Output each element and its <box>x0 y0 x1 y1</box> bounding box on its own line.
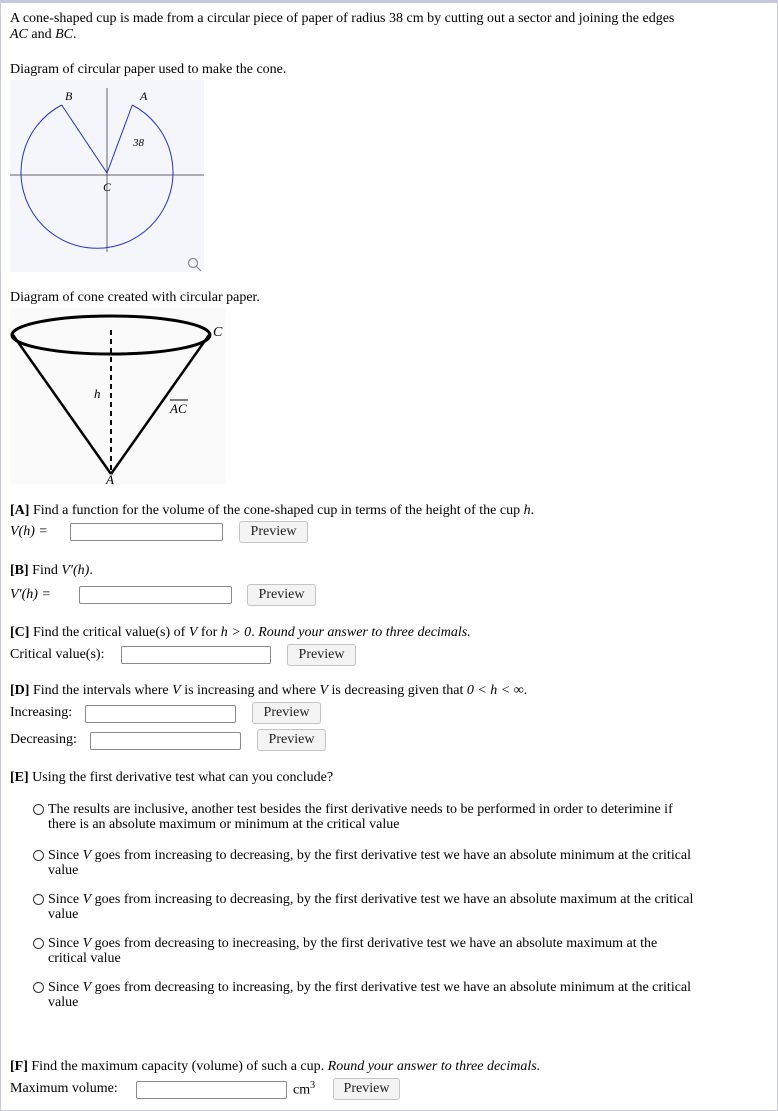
part-f-tag: [F] <box>10 1059 28 1074</box>
part-d-var2: V <box>319 683 329 698</box>
part-d-end: . <box>523 683 528 698</box>
unit-text: cm <box>293 1082 311 1098</box>
part-d-decreasing-label: Decreasing: <box>10 732 77 747</box>
radius-cb <box>62 105 107 173</box>
cone-label-ac: AC <box>170 401 187 416</box>
part-a-question <box>10 503 534 519</box>
part-c-label: Critical value(s): <box>10 647 105 662</box>
part-d-var1: V <box>172 683 181 698</box>
part-f-input[interactable] <box>136 1081 287 1099</box>
part-c-tag: [C] <box>10 625 30 640</box>
part-f-preview-button[interactable]: Preview <box>333 1078 400 1100</box>
part-f-text: Find the maximum capacity (volume) of such a cup. <box>27 1059 328 1074</box>
cone-label-h: h <box>94 386 101 401</box>
cone-right-edge <box>111 335 209 474</box>
part-b-end: . <box>89 563 93 578</box>
label-c: C <box>103 180 112 194</box>
part-e-option-5[interactable] <box>33 980 768 1010</box>
part-d-increasing-label: Increasing: <box>10 705 73 720</box>
intro-end: . <box>73 27 77 42</box>
part-d-increasing-preview-button[interactable]: Preview <box>252 702 321 724</box>
part-c-text2: for <box>197 625 221 640</box>
part-c-var: V <box>188 625 198 640</box>
circle-arc <box>21 105 173 248</box>
part-b-question <box>10 563 93 579</box>
option-2-line1: goes from increasing to decreasing, by the first derivative test we have an absolute minimum at the critical <box>91 848 692 863</box>
part-d-decreasing-input[interactable] <box>90 732 241 750</box>
option-4-var: V <box>82 936 92 951</box>
part-c-text1: Find the critical value(s) of <box>29 625 189 640</box>
option-5-line1: goes from decreasing to increasing, by the first derivative test we have an absolute minimum at the critical <box>91 980 692 995</box>
part-c-input[interactable] <box>121 646 271 664</box>
radio-option-2[interactable] <box>33 850 44 861</box>
part-e-option-1[interactable] <box>33 802 768 832</box>
figure2-caption: Diagram of cone created with circular paper. <box>10 290 260 305</box>
label-a: A <box>140 89 148 103</box>
circle-diagram <box>10 80 204 272</box>
option-2-line2: value <box>48 863 79 878</box>
option-4-line1: goes from decreasing to inecreasing, by the first derivative test we have an absolute maximum at the <box>91 936 658 951</box>
cone-label-a: A <box>106 472 114 484</box>
option-5-var: V <box>82 980 92 995</box>
intro-var-ac: AC <box>10 27 28 42</box>
radius-ca <box>107 105 132 173</box>
part-d-cond: 0 < h < ∞ <box>466 683 524 698</box>
part-d-decreasing-preview-button[interactable]: Preview <box>257 729 326 751</box>
radio-option-3[interactable] <box>33 894 44 905</box>
part-c-text3: . <box>251 625 259 640</box>
part-e-option-2[interactable] <box>33 848 768 878</box>
option-3-var: V <box>82 892 92 907</box>
part-a-preview-button[interactable]: Preview <box>239 521 308 543</box>
top-border <box>0 0 778 3</box>
part-a-tag: [A] <box>10 503 30 518</box>
part-a-var: h <box>523 503 531 518</box>
label-b: B <box>65 89 73 103</box>
part-f-unit <box>293 1080 315 1099</box>
part-a-text: Find a function for the volume of the cone-shaped cup in terms of the height of the cup <box>29 503 524 518</box>
part-f-note: Round your answer to three decimals. <box>327 1059 541 1074</box>
part-a-input[interactable] <box>70 523 223 541</box>
cone-label-c: C <box>213 325 223 340</box>
option-5-line2: value <box>48 995 79 1010</box>
part-e-option-4[interactable] <box>33 936 768 966</box>
part-a-label: V(h) = <box>10 524 48 539</box>
part-e-tag: [E] <box>10 770 29 785</box>
part-d-text3: is decreasing given that <box>328 683 467 698</box>
part-d-text2: is increasing and where <box>180 683 320 698</box>
option-2-var: V <box>82 848 92 863</box>
part-d-question <box>10 683 527 699</box>
part-b-tag: [B] <box>10 563 29 578</box>
option-4-line2: critical value <box>48 951 121 966</box>
option-1-line2: there is an absolute maximum or minimum at the critical value <box>48 817 400 832</box>
part-f-label: Maximum volume: <box>10 1081 118 1096</box>
radio-option-4[interactable] <box>33 938 44 949</box>
option-1-line1: The results are inclusive, another test besides the first derivative needs to be performed in order to deterimine if <box>48 802 673 817</box>
problem-intro <box>10 11 760 43</box>
part-a-end: . <box>530 503 535 518</box>
part-d-increasing-input[interactable] <box>85 705 236 723</box>
unit-exponent: 3 <box>310 1080 316 1091</box>
part-c-question <box>10 625 471 641</box>
option-3-pre: Since <box>48 892 83 907</box>
radio-option-5[interactable] <box>33 982 44 993</box>
part-c-cond: h > 0 <box>220 625 252 640</box>
option-4-pre: Since <box>48 936 83 951</box>
option-2-pre: Since <box>48 848 83 863</box>
cone-left-edge <box>13 335 111 474</box>
part-b-input[interactable] <box>79 586 232 604</box>
option-3-line1: goes from increasing to decreasing, by the first derivative test we have an absolute maximum at the critical <box>91 892 694 907</box>
part-e-option-3[interactable] <box>33 892 768 922</box>
intro-var-bc: BC <box>55 27 73 42</box>
part-d-text1: Find the intervals where <box>29 683 173 698</box>
magnifier-icon[interactable] <box>189 259 202 272</box>
part-e-text: Using the first derivative test what can you conclude? <box>28 770 334 785</box>
part-b-text: Find <box>28 563 62 578</box>
figure1-caption: Diagram of circular paper used to make the cone. <box>10 62 287 77</box>
part-e-question <box>10 770 333 786</box>
option-5-pre: Since <box>48 980 83 995</box>
option-3-line2: value <box>48 907 79 922</box>
part-c-note: Round your answer to three decimals. <box>258 625 471 640</box>
part-c-preview-button[interactable]: Preview <box>287 644 356 666</box>
part-b-preview-button[interactable]: Preview <box>247 584 316 606</box>
intro-mid: and <box>27 27 56 42</box>
part-b-expr: V′(h) <box>61 563 90 578</box>
part-d-tag: [D] <box>10 683 30 698</box>
radio-option-1[interactable] <box>33 804 44 815</box>
intro-line1: A cone-shaped cup is made from a circular piece of paper of radius 38 cm by cutting out a sector and joining the edges <box>10 11 675 26</box>
part-b-label: V′(h) = <box>10 587 51 602</box>
cone-diagram <box>10 308 226 484</box>
part-f-question <box>10 1059 540 1075</box>
label-radius: 38 <box>133 137 144 149</box>
